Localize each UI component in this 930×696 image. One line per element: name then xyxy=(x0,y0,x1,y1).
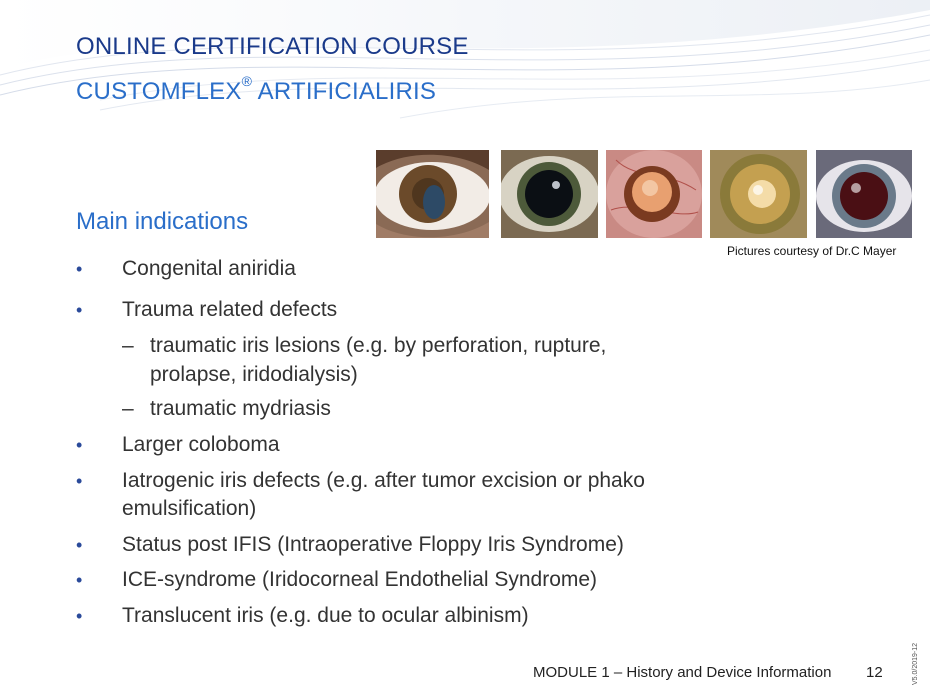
bullet-icon: • xyxy=(76,606,83,626)
bullet-icon: • xyxy=(76,570,83,590)
course-subtitle xyxy=(76,73,437,106)
list-item-text: emulsification) xyxy=(122,497,257,520)
eye-photo-aniridia xyxy=(501,150,598,238)
subtitle-product: ARTIFICIALIRIS xyxy=(252,78,437,105)
course-title: ONLINE CERTIFICATION COURSE xyxy=(76,33,469,60)
subtitle-brand: CUSTOMFLEX xyxy=(76,78,242,105)
list-item-text: Trauma related defects xyxy=(122,298,338,321)
sub-list-item-text: traumatic iris lesions (e.g. by perforation, rupture, xyxy=(150,334,607,357)
footer-module-label: MODULE 1 – History and Device Information xyxy=(533,664,832,681)
bullet-icon: • xyxy=(76,300,83,320)
list-item-text: Iatrogenic iris defects (e.g. after tumor excision or phako xyxy=(122,469,645,492)
dash-icon: – xyxy=(122,334,134,357)
bullet-icon: • xyxy=(76,535,83,555)
registered-mark: ® xyxy=(241,73,253,89)
list-item-text: Translucent iris (e.g. due to ocular albinism) xyxy=(122,604,529,627)
list-item-text: Status post IFIS (Intraoperative Floppy Iris Syndrome) xyxy=(122,533,624,556)
bullet-icon: • xyxy=(76,259,83,279)
list-item-text: Larger coloboma xyxy=(122,433,280,456)
bullet-icon: • xyxy=(76,471,83,491)
photo-credit: Pictures courtesy of Dr.C Mayer xyxy=(727,244,897,258)
section-heading: Main indications xyxy=(76,208,249,235)
version-label: V5.0/2019-12 xyxy=(912,642,919,685)
eye-photo-cataract xyxy=(710,150,807,238)
bullet-icon: • xyxy=(76,435,83,455)
eye-photo-trauma xyxy=(606,150,702,238)
eye-photo-albinism xyxy=(816,150,912,238)
sub-list-item-text: traumatic mydriasis xyxy=(150,397,331,420)
sub-list-item-text: prolapse, iridodialysis) xyxy=(150,363,358,386)
list-item-text: Congenital aniridia xyxy=(122,257,296,280)
dash-icon: – xyxy=(122,397,134,420)
page-number: 12 xyxy=(866,664,883,681)
list-item-text: ICE-syndrome (Iridocorneal Endothelial Syndrome) xyxy=(122,568,598,591)
eye-photo-coloboma xyxy=(376,150,489,238)
